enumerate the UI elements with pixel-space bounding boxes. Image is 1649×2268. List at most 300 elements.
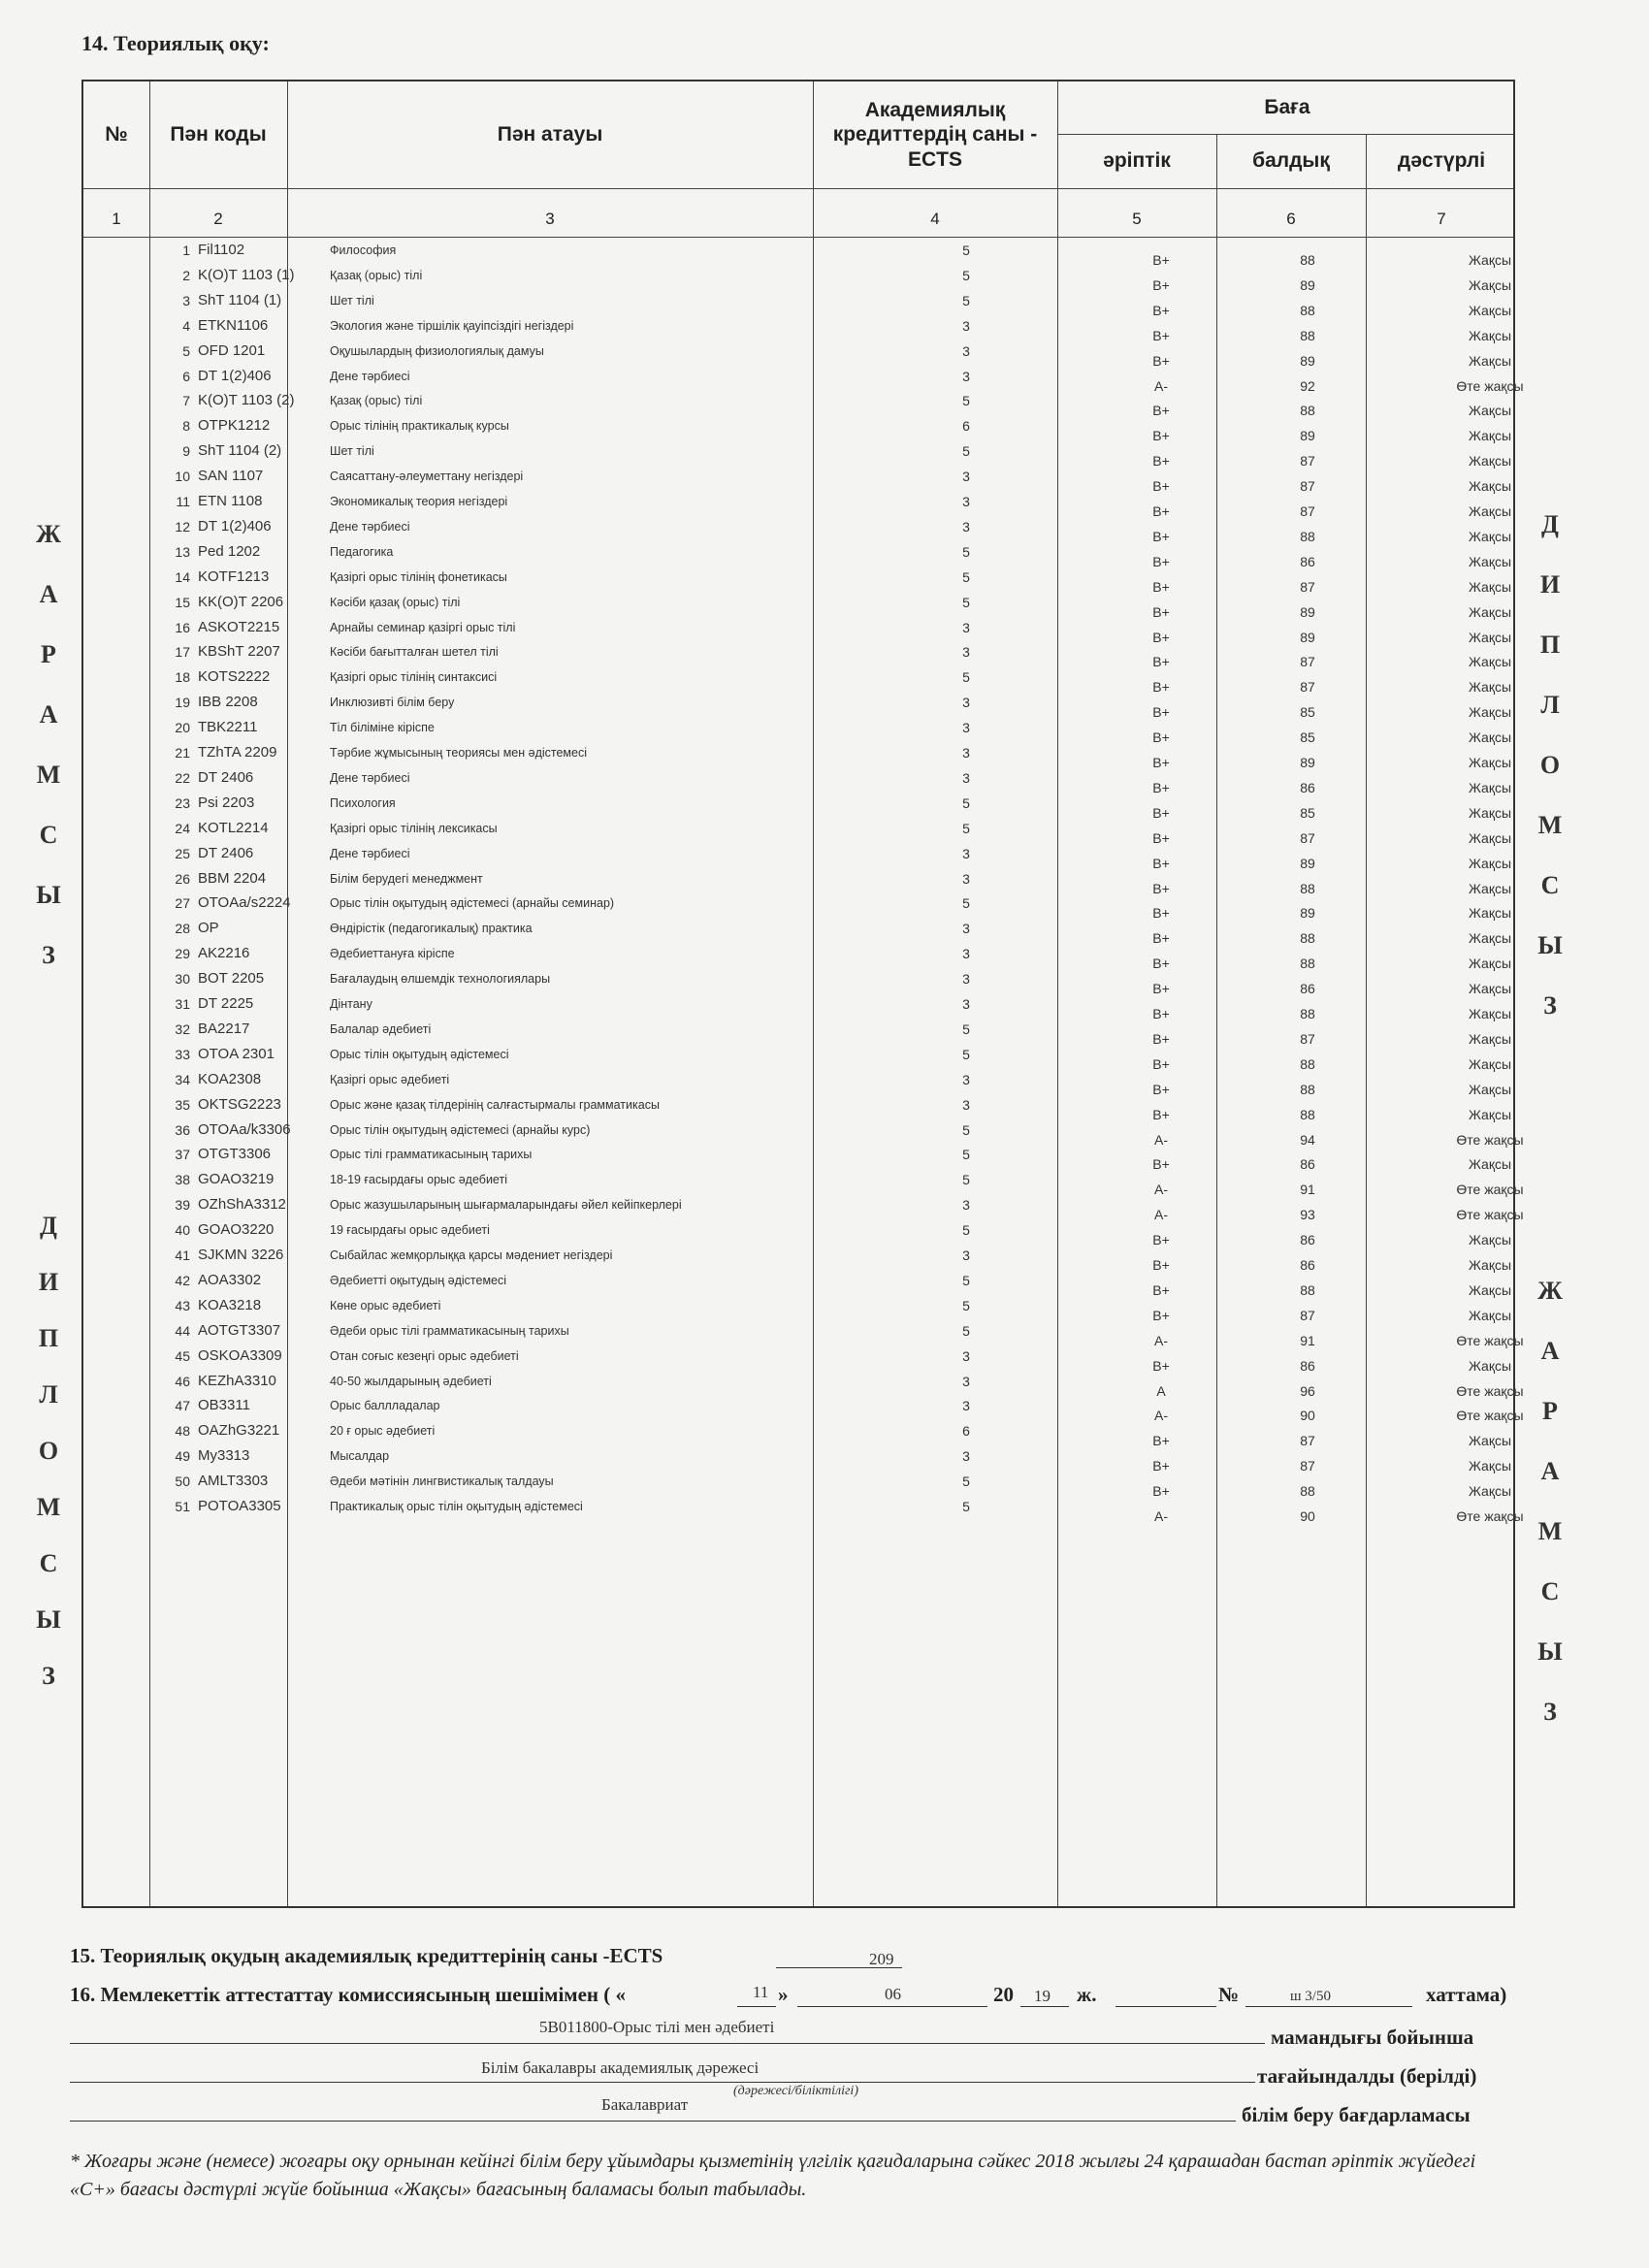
table-row (83, 893, 1513, 922)
row-letter-grade: B+ (1152, 403, 1170, 419)
row-points: 88 (1300, 302, 1315, 318)
row-letter-grade: A- (1154, 1131, 1168, 1148)
row-letter-grade: B+ (1152, 1106, 1170, 1122)
table-row (83, 416, 1513, 444)
row-number: 44 (175, 1322, 190, 1339)
row-letter-grade: B+ (1152, 302, 1170, 318)
row-number: 5 (182, 342, 190, 359)
row-credits: 5 (962, 1297, 970, 1313)
row-letter-grade: B+ (1152, 528, 1170, 544)
commission-label: 16. Мемлекеттік аттестаттау комиссиясының шешімімен ( « (70, 1983, 627, 2006)
row-name: Оқушылардың физиологиялық дамуы (330, 343, 544, 358)
commission-year-prefix: 20 (993, 1983, 1014, 2006)
row-credits: 5 (962, 1322, 970, 1339)
row-number: 37 (175, 1147, 190, 1163)
row-number: 6 (182, 368, 190, 384)
row-traditional-grade: Жақсы (1468, 1307, 1512, 1323)
row-name: 40-50 жылдарының әдебиеті (330, 1374, 492, 1388)
row-name: Қазіргі орыс әдебиеті (330, 1072, 450, 1086)
row-number: 47 (175, 1398, 190, 1414)
row-letter-grade: B+ (1152, 1433, 1170, 1449)
row-letter-grade: B+ (1152, 855, 1170, 871)
row-traditional-grade: Жақсы (1468, 403, 1512, 419)
row-name: Тіл біліміне кіріспе (330, 721, 435, 735)
row-letter-grade: B+ (1152, 1006, 1170, 1021)
row-code: Ped 1202 (198, 542, 261, 560)
row-letter-grade: A- (1154, 1408, 1168, 1424)
row-code: DT 2225 (198, 995, 254, 1012)
row-letter-grade: A- (1154, 1182, 1168, 1198)
row-code: SAN 1107 (198, 468, 264, 485)
row-points: 89 (1300, 276, 1315, 293)
row-credits: 5 (962, 1272, 970, 1288)
row-credits: 3 (962, 518, 970, 535)
row-code: Psi 2203 (198, 794, 255, 811)
row-traditional-grade: Жақсы (1468, 1357, 1512, 1374)
row-credits: 3 (962, 644, 970, 661)
row-code: ShT 1104 (2) (198, 442, 282, 460)
row-code: OKTSG2223 (198, 1095, 281, 1113)
row-code: My3313 (198, 1447, 250, 1465)
table-row (83, 693, 1513, 721)
row-code: TZhTA 2209 (198, 744, 277, 761)
commission-day-close: » (778, 1983, 789, 2006)
row-letter-grade: B+ (1152, 352, 1170, 369)
table-row (83, 1120, 1524, 1148)
row-credits: 3 (962, 745, 970, 761)
program-label: білім беру бағдарламасы (1242, 2103, 1471, 2126)
row-name: Орыс және қазақ тілдерінің салғастырмалы грамматикасы (330, 1097, 660, 1112)
table-row (83, 1195, 1524, 1223)
row-code: DT 1(2)406 (198, 367, 272, 384)
table-row (83, 1346, 1513, 1372)
row-code: KBShT 2207 (198, 643, 280, 661)
table-row (83, 316, 1513, 341)
row-traditional-grade: Өте жақсы (1456, 1131, 1524, 1148)
row-number: 11 (176, 494, 190, 509)
row-points: 89 (1300, 905, 1315, 922)
row-traditional-grade: Жақсы (1468, 252, 1512, 268)
row-letter-grade: B+ (1152, 478, 1170, 495)
row-name: Білім берудегі менеджмент (330, 871, 483, 886)
row-code: KOTS2222 (198, 668, 271, 686)
side-stamp-left-top: Ж А Р А М С Ы З (36, 520, 61, 969)
row-name: Орыс тілі грамматикасының тарихы (330, 1148, 533, 1162)
row-points: 86 (1300, 553, 1315, 569)
row-traditional-grade: Жақсы (1468, 603, 1512, 620)
row-number: 16 (175, 619, 190, 635)
row-code: KOA2308 (198, 1070, 262, 1087)
row-code: AK2216 (198, 945, 250, 962)
row-code: BOT 2205 (198, 970, 265, 988)
row-code: POTOA3305 (198, 1498, 281, 1514)
row-name: Отан соғыс кезеңгі орыс әдебиеті (330, 1348, 519, 1363)
row-name: Әдеби мәтінін лингвистикалық талдауы (330, 1474, 554, 1489)
row-credits: 3 (962, 946, 970, 962)
row-letter-grade: B+ (1152, 276, 1170, 293)
row-letter-grade: B+ (1152, 428, 1170, 444)
row-code: OZhShA3312 (198, 1196, 286, 1214)
row-number: 39 (175, 1197, 190, 1214)
row-points: 88 (1300, 1483, 1315, 1500)
row-traditional-grade: Жақсы (1468, 905, 1512, 922)
row-code: OTOAa/s2224 (198, 894, 291, 912)
row-name: Дінтану (330, 997, 372, 1011)
row-credits: 3 (962, 1197, 970, 1214)
row-name: Психология (330, 795, 396, 810)
row-name: Шет тілі (330, 444, 374, 459)
row-number: 38 (175, 1172, 190, 1188)
row-name: Қазақ (орыс) тілі (330, 268, 423, 282)
row-name: Философия (330, 243, 397, 257)
row-letter-grade: B+ (1152, 503, 1170, 519)
row-points: 87 (1300, 1433, 1315, 1449)
row-letter-grade: B+ (1152, 880, 1170, 896)
column-number: 1 (112, 210, 121, 228)
table-row (83, 291, 1513, 316)
row-points: 87 (1300, 829, 1315, 846)
table-row (83, 718, 1513, 746)
side-stamp-left-bottom: Д И П Л О М С Ы З (36, 1212, 61, 1690)
row-credits: 3 (962, 996, 970, 1012)
table-row (83, 743, 1513, 768)
row-letter-grade: B+ (1152, 981, 1170, 997)
table-row (83, 341, 1513, 367)
table-row (83, 994, 1513, 1020)
row-credits: 5 (962, 1021, 970, 1037)
row-number: 8 (182, 418, 190, 435)
table-row (83, 1421, 1513, 1449)
row-number: 9 (182, 443, 190, 460)
row-number: 41 (175, 1247, 190, 1263)
table-row (83, 1020, 1513, 1045)
row-traditional-grade: Жақсы (1468, 276, 1512, 293)
row-number: 50 (175, 1474, 190, 1490)
row-points: 90 (1300, 1508, 1315, 1524)
row-points: 87 (1300, 1458, 1315, 1474)
row-points: 92 (1300, 377, 1315, 394)
row-traditional-grade: Жақсы (1468, 981, 1512, 997)
row-letter-grade: B+ (1152, 930, 1170, 947)
side-stamp-right-bottom: Ж А Р А М С Ы З (1537, 1277, 1563, 1726)
total-credits-value: 209 (869, 1950, 894, 1968)
row-credits: 3 (962, 695, 970, 711)
row-code: ASKOT2215 (198, 618, 280, 635)
header-grade: Баға (1264, 96, 1310, 119)
row-code: AOTGT3307 (198, 1321, 281, 1339)
row-number: 2 (182, 267, 190, 283)
row-name: Қазақ (орыс) тілі (330, 394, 423, 408)
row-points: 87 (1300, 578, 1315, 595)
row-traditional-grade: Жақсы (1468, 553, 1512, 569)
row-credits: 5 (962, 568, 970, 585)
row-traditional-grade: Жақсы (1468, 829, 1512, 846)
table-row (83, 241, 1513, 266)
row-number: 26 (175, 870, 190, 887)
table-row (83, 266, 1513, 291)
row-traditional-grade: Жақсы (1468, 629, 1512, 645)
row-credits: 3 (962, 870, 970, 887)
header-credits: Академиялық кредиттердің саны - ECTS (832, 99, 1038, 171)
row-traditional-grade: Жақсы (1468, 1055, 1512, 1072)
row-credits: 5 (962, 669, 970, 686)
row-code: Fil1102 (198, 242, 245, 258)
row-letter-grade: A- (1154, 377, 1168, 394)
row-points: 85 (1300, 704, 1315, 721)
row-traditional-grade: Жақсы (1468, 1281, 1512, 1298)
row-number: 28 (175, 921, 190, 937)
row-letter-grade: B+ (1152, 1257, 1170, 1273)
commission-protocol-no: ш 3/50 (1290, 1989, 1331, 2004)
row-credits: 5 (962, 1121, 970, 1138)
row-name: Өндірістік (педагогикалық) практика (330, 922, 533, 936)
table-row (83, 467, 1513, 495)
row-number: 25 (175, 845, 190, 861)
row-credits: 5 (962, 820, 970, 836)
row-letter-grade: B+ (1152, 779, 1170, 795)
footnote: * Жоғары және (немесе) жоғары оқу орнынан кейінгі білім беру ұйымдары қызметінің үлгілік қағидаларына сәйкес 2018 жылғы 24 қарашадан бастап әріптік жүйедегі «С+» бағасы дәстүрлі жүйе бойынша «Жақсы» бағасының баламасы болып табылады. (70, 2151, 1476, 2200)
row-points: 86 (1300, 981, 1315, 997)
row-code: AMLT3303 (198, 1473, 269, 1490)
row-credits: 6 (962, 418, 970, 435)
row-code: IBB 2208 (198, 694, 258, 711)
row-traditional-grade: Жақсы (1468, 528, 1512, 544)
table-row (83, 542, 1513, 567)
row-traditional-grade: Жақсы (1468, 1030, 1512, 1047)
header-code: Пән коды (170, 123, 267, 146)
row-code: GOAO3219 (198, 1171, 275, 1188)
table-row (83, 367, 1524, 394)
row-traditional-grade: Жақсы (1468, 755, 1512, 770)
row-letter-grade: B+ (1152, 704, 1170, 721)
row-traditional-grade: Өте жақсы (1456, 377, 1524, 394)
row-name: Дене тәрбиесі (330, 770, 410, 785)
row-credits: 3 (962, 494, 970, 509)
row-code: ETKN1106 (198, 316, 269, 334)
row-name: 18-19 ғасырдағы орыс әдебиеті (330, 1173, 507, 1187)
header-name: Пән атауы (497, 123, 603, 146)
commission-month: 06 (885, 1985, 901, 2003)
row-name: Орыс тілін оқытудың әдістемесі (арнайы семинар) (330, 896, 615, 911)
row-number: 3 (182, 292, 190, 308)
row-traditional-grade: Жақсы (1468, 654, 1512, 670)
row-letter-grade: B+ (1152, 453, 1170, 470)
column-number: 4 (930, 210, 940, 228)
row-letter-grade: B+ (1152, 1081, 1170, 1097)
row-points: 94 (1300, 1131, 1315, 1148)
row-code: GOAO3220 (198, 1221, 275, 1239)
row-traditional-grade: Жақсы (1468, 327, 1512, 343)
row-points: 88 (1300, 1006, 1315, 1021)
row-letter-grade: A (1156, 1382, 1166, 1399)
row-code: KOTF1213 (198, 567, 270, 585)
row-points: 96 (1300, 1382, 1315, 1399)
row-points: 88 (1300, 1106, 1315, 1122)
degree-value: Білім бакалавры академиялық дәрежесі (481, 2058, 760, 2077)
row-name: Орыс тілін оқытудың әдістемесі (330, 1047, 509, 1061)
row-traditional-grade: Жақсы (1468, 1433, 1512, 1449)
side-stamp-right-top: Д И П Л О М С Ы З (1537, 510, 1563, 1020)
header-traditional: дәстүрлі (1397, 149, 1486, 173)
table-row (83, 1170, 1524, 1198)
row-code: KK(O)T 2206 (198, 593, 284, 610)
row-traditional-grade: Жақсы (1468, 679, 1512, 696)
row-letter-grade: B+ (1152, 956, 1170, 972)
row-credits: 5 (962, 794, 970, 811)
row-traditional-grade: Жақсы (1468, 880, 1512, 896)
row-points: 87 (1300, 679, 1315, 696)
row-number: 1 (182, 243, 190, 258)
row-traditional-grade: Жақсы (1468, 1156, 1512, 1173)
table-row (83, 1070, 1513, 1095)
row-credits: 3 (962, 1071, 970, 1087)
row-number: 51 (175, 1499, 190, 1514)
row-traditional-grade: Өте жақсы (1456, 1332, 1524, 1348)
table-row (83, 1446, 1513, 1472)
row-name: Тәрбие жұмысының теориясы мен әдістемесі (330, 746, 587, 760)
table-row (83, 642, 1513, 670)
row-traditional-grade: Жақсы (1468, 1081, 1512, 1097)
row-letter-grade: B+ (1152, 755, 1170, 770)
row-letter-grade: B+ (1152, 252, 1170, 268)
table-row (83, 1145, 1513, 1173)
table-row (83, 391, 1513, 419)
commission-protocol-word: хаттама) (1426, 1983, 1507, 2006)
row-name: Әдеби орыс тілі грамматикасының тарихы (330, 1323, 569, 1338)
row-traditional-grade: Жақсы (1468, 1006, 1512, 1021)
row-credits: 5 (962, 1172, 970, 1188)
row-points: 87 (1300, 453, 1315, 470)
table-row (83, 844, 1513, 869)
row-traditional-grade: Жақсы (1468, 704, 1512, 721)
row-credits: 3 (962, 845, 970, 861)
table-row (83, 1497, 1524, 1524)
row-name: Мысалдар (330, 1449, 390, 1464)
row-credits: 5 (962, 1222, 970, 1239)
row-name: Орыс жазушыларының шығармаларындағы әйел кейіпкерлері (330, 1198, 682, 1213)
table-row (83, 1396, 1524, 1424)
row-credits: 6 (962, 1423, 970, 1440)
row-code: BA2217 (198, 1020, 250, 1037)
row-name: Дене тәрбиесі (330, 846, 410, 860)
row-points: 89 (1300, 855, 1315, 871)
row-points: 88 (1300, 956, 1315, 972)
row-traditional-grade: Өте жақсы (1456, 1408, 1524, 1424)
row-name: Практикалық орыс тілін оқытудың әдістемесі (330, 1500, 583, 1513)
row-traditional-grade: Жақсы (1468, 1106, 1512, 1122)
header-letter: әріптік (1103, 149, 1171, 173)
row-points: 89 (1300, 352, 1315, 369)
row-credits: 3 (962, 1448, 970, 1465)
row-number: 17 (175, 644, 190, 661)
row-credits: 3 (962, 317, 970, 334)
row-code: DT 1(2)406 (198, 517, 272, 535)
row-number: 35 (175, 1096, 190, 1113)
row-credits: 3 (962, 619, 970, 635)
row-credits: 5 (962, 267, 970, 283)
row-points: 91 (1300, 1182, 1315, 1198)
table-row (83, 1372, 1524, 1399)
row-credits: 3 (962, 1373, 970, 1389)
row-number: 20 (175, 720, 190, 736)
row-points: 88 (1300, 1281, 1315, 1298)
row-code: SJKMN 3226 (198, 1247, 284, 1263)
specialty-label: мамандығы бойынша (1271, 2025, 1474, 2049)
row-points: 89 (1300, 629, 1315, 645)
row-credits: 5 (962, 292, 970, 308)
row-credits: 5 (962, 443, 970, 460)
row-number: 40 (175, 1222, 190, 1239)
row-points: 87 (1300, 478, 1315, 495)
table-row (83, 969, 1513, 997)
row-credits: 3 (962, 469, 970, 485)
table-row (83, 944, 1513, 972)
row-number: 46 (175, 1373, 190, 1389)
table-row (83, 1472, 1513, 1500)
row-name: Кәсіби бағытталған шетел тілі (330, 645, 499, 660)
row-number: 4 (182, 317, 190, 334)
row-code: ETN 1108 (198, 493, 263, 509)
row-traditional-grade: Жақсы (1468, 804, 1512, 821)
row-points: 86 (1300, 779, 1315, 795)
row-credits: 5 (962, 1147, 970, 1163)
table-row (83, 1095, 1513, 1120)
row-letter-grade: B+ (1152, 1232, 1170, 1248)
row-points: 88 (1300, 1055, 1315, 1072)
table-row (83, 794, 1513, 819)
program-value: Бакалавриат (601, 2095, 689, 2114)
table-row (83, 441, 1513, 470)
row-credits: 3 (962, 971, 970, 988)
table-row (83, 593, 1513, 618)
row-traditional-grade: Жақсы (1468, 1232, 1512, 1248)
row-number: 23 (175, 794, 190, 811)
row-letter-grade: B+ (1152, 578, 1170, 595)
row-credits: 5 (962, 895, 970, 912)
table-row (83, 919, 1513, 947)
row-number: 13 (175, 543, 190, 560)
row-credits: 3 (962, 1347, 970, 1364)
row-traditional-grade: Жақсы (1468, 428, 1512, 444)
row-traditional-grade: Жақсы (1468, 1483, 1512, 1500)
row-credits: 5 (962, 243, 970, 258)
row-traditional-grade: Жақсы (1468, 352, 1512, 369)
row-letter-grade: A- (1154, 1508, 1168, 1524)
column-number: 6 (1286, 210, 1296, 228)
row-name: 20 ғ орыс әдебиеті (330, 1424, 436, 1439)
row-points: 90 (1300, 1408, 1315, 1424)
row-points: 85 (1300, 729, 1315, 746)
row-credits: 3 (962, 1247, 970, 1263)
row-points: 86 (1300, 1357, 1315, 1374)
row-number: 10 (175, 469, 190, 485)
row-number: 15 (175, 594, 190, 610)
table-row (83, 1045, 1513, 1070)
column-number: 2 (213, 210, 223, 228)
row-name: Арнайы семинар қазіргі орыс тілі (330, 620, 516, 634)
table-row (83, 492, 1513, 517)
row-points: 93 (1300, 1207, 1315, 1223)
row-code: AOA3302 (198, 1271, 262, 1288)
row-letter-grade: B+ (1152, 553, 1170, 569)
commission-day: 11 (753, 1983, 769, 2001)
commission-year: 19 (1034, 1987, 1051, 2005)
row-letter-grade: B+ (1152, 729, 1170, 746)
row-traditional-grade: Жақсы (1468, 1257, 1512, 1273)
row-name: 19 ғасырдағы орыс әдебиеті (330, 1223, 490, 1238)
row-name: Әдебиетті оқытудың әдістемесі (330, 1273, 507, 1287)
row-points: 86 (1300, 1156, 1315, 1173)
